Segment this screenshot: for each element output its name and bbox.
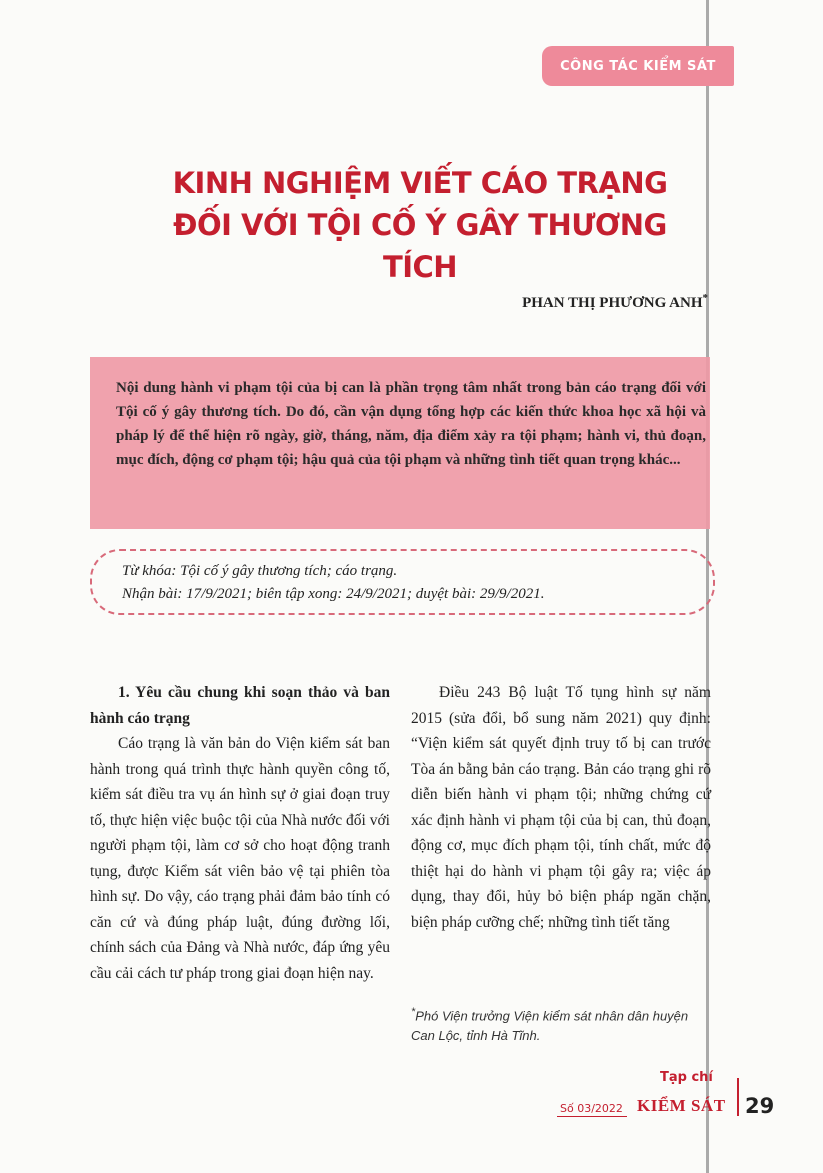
journal-prefix: Tạp chí: [660, 1070, 713, 1085]
footnote-text: Phó Viện trưởng Viện kiểm sát nhân dân huyện Can Lộc, tỉnh Hà Tĩnh.: [411, 1008, 689, 1044]
section-heading: 1. Yêu cầu chung khi soạn thảo và ban hành cáo trạng: [90, 684, 390, 727]
footnote-mark: *: [411, 1006, 416, 1018]
right-paragraph: Điều 243 Bộ luật Tố tụng hình sự năm 2015 (sửa đổi, bổ sung năm 2021) quy định: “Viện kiểm sát quyết định truy tố bị can trước Tòa án bằng bản cáo trạng. Bản cáo trạng ghi rõ diễn biến hành vi phạm tội; những chứng cứ xác định hành vi phạm tội của bị can, thủ đoạn, động cơ, mục đích phạm tội, tính chất, mức độ thiệt hại do hành vi phạm tội gây ra; việc áp dụng, thay đổi, hủy bỏ biện pháp ngăn chặn, biện pháp cưỡng chế; những tình tiết tăng: [411, 684, 711, 931]
issue-number: Số 03/2022: [560, 1102, 623, 1115]
abstract-text: Nội dung hành vi phạm tội của bị can là phần trọng tâm nhất trong bản cáo trạng đối với Tội cố ý gây thương tích. Do đó, cần vận dụng tổng hợp các kiến thức khoa học xã hội và pháp lý để thể hiện rõ ngày, giờ, tháng, năm, địa điểm xảy ra tội phạm; hành vi, thủ đoạn, mục đích, động cơ phạm tội; hậu quả của tội phạm và những tình tiết quan trọng khác...: [116, 380, 706, 468]
keywords-box: [90, 549, 715, 615]
title-line-1: KINH NGHIỆM VIẾT CÁO TRẠNG: [172, 166, 668, 200]
page-number: 29: [745, 1094, 775, 1118]
footer-rule: [557, 1116, 627, 1117]
footnote: [411, 1002, 711, 1046]
author: [522, 292, 708, 312]
journal-name: KIỂM SÁT: [637, 1096, 726, 1115]
author-name: PHAN THỊ PHƯƠNG ANH: [522, 295, 703, 311]
left-column: [90, 680, 390, 986]
article-title: [150, 162, 690, 288]
section-label: CÔNG TÁC KIỂM SÁT: [542, 46, 734, 86]
right-column: [411, 680, 711, 935]
left-paragraph: Cáo trạng là văn bản do Viện kiểm sát ban hành trong quá trình thực hành quyền công tố, kiểm sát điều tra vụ án hình sự ở giai đoạn truy tố, thực hiện việc buộc tội của Nhà nước đối với người phạm tội, làm cơ sở cho hoạt động tranh tụng, được Kiểm sát viên bảo vệ tại phiên tòa hình sự. Do vậy, cáo trạng phải đảm bảo tính có căn cứ và đúng pháp luật, đúng đường lối, chính sách của Đảng và Nhà nước, đáp ứng yêu cầu cải cách tư pháp trong giai đoạn hiện nay.: [90, 735, 390, 982]
author-footnote-mark: *: [702, 292, 708, 304]
keywords-line: Từ khóa: Tội cố ý gây thương tích; cáo trạng.: [122, 563, 398, 579]
dates-line: Nhận bài: 17/9/2021; biên tập xong: 24/9/2021; duyệt bài: 29/9/2021.: [122, 586, 545, 602]
footer-separator: [737, 1078, 739, 1116]
title-line-2: ĐỐI VỚI TỘI CỐ Ý GÂY THƯƠNG TÍCH: [173, 208, 667, 284]
